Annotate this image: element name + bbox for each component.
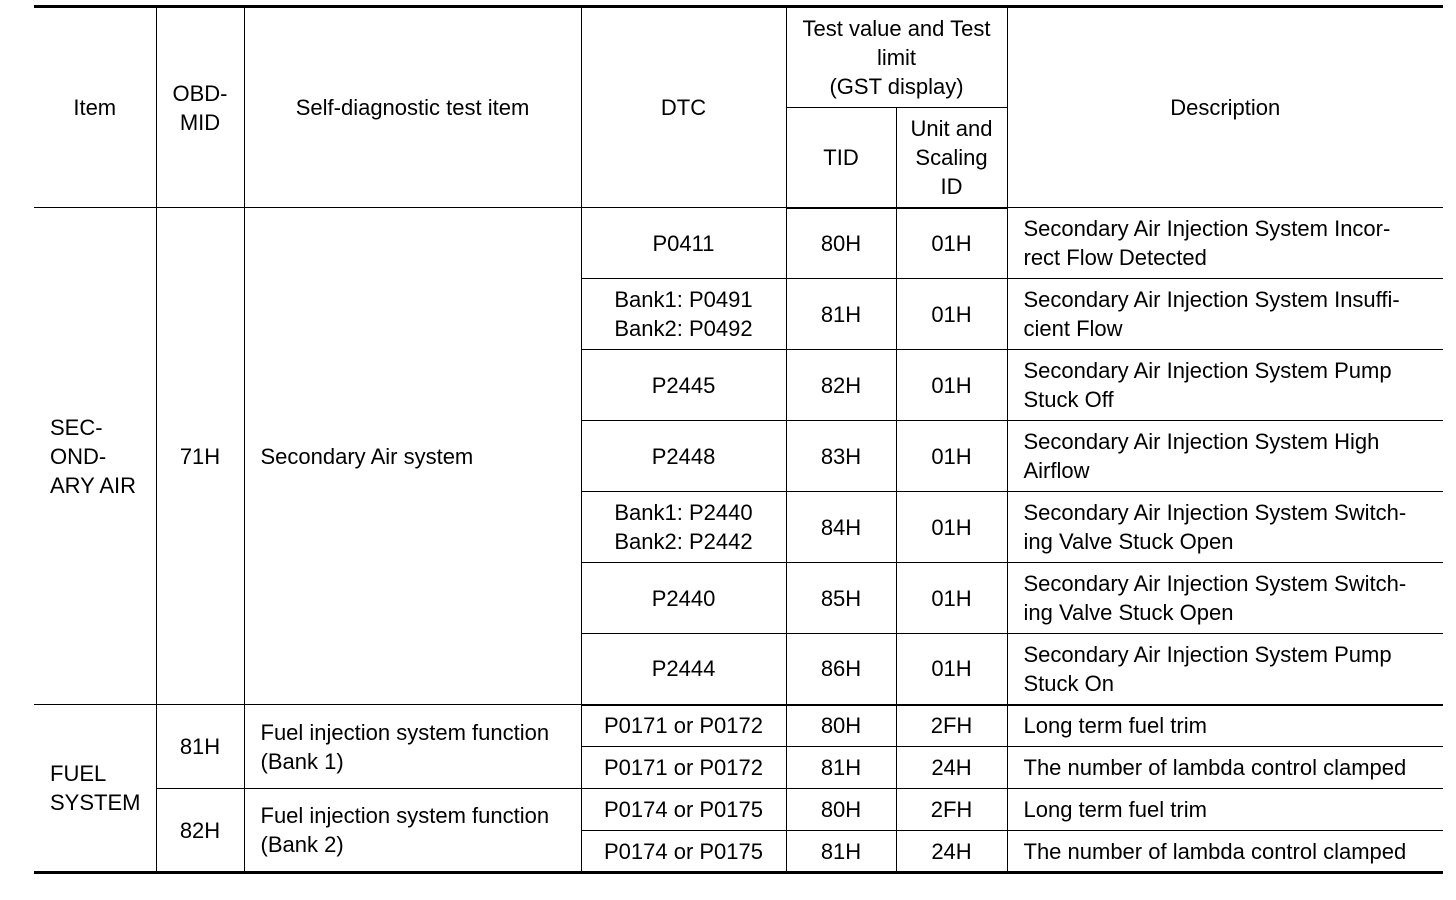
description-cell: Long term fuel trim xyxy=(1007,705,1443,747)
description-cell: The number of lambda control clamped xyxy=(1007,831,1443,873)
header-test-value: Test value and Test limit (GST display) xyxy=(786,7,1007,108)
dtc-cell: P0411 xyxy=(581,208,786,279)
dtc-cell: Bank1: P2440 Bank2: P2442 xyxy=(581,492,786,563)
tid-cell: 84H xyxy=(786,492,896,563)
unit-cell: 2FH xyxy=(896,705,1007,747)
obd-mid-table xyxy=(34,5,1443,874)
unit-cell: 24H xyxy=(896,831,1007,873)
table-row xyxy=(34,789,1443,831)
tid-cell: 81H xyxy=(786,831,896,873)
table-row xyxy=(34,208,1443,279)
header-item: Item xyxy=(34,7,156,208)
obd-mid-cell: 82H xyxy=(156,789,244,873)
dtc-cell: P2444 xyxy=(581,634,786,705)
tid-cell: 80H xyxy=(786,705,896,747)
tid-cell: 85H xyxy=(786,563,896,634)
header-obd-mid: OBD- MID xyxy=(156,7,244,208)
description-cell: The number of lambda control clamped xyxy=(1007,747,1443,789)
dtc-cell: Bank1: P0491 Bank2: P0492 xyxy=(581,279,786,350)
description-cell: Secondary Air Injection System Insuffi- cient Flow xyxy=(1007,279,1443,350)
unit-cell: 01H xyxy=(896,421,1007,492)
dtc-cell: P2440 xyxy=(581,563,786,634)
description-cell: Secondary Air Injection System Pump Stuck Off xyxy=(1007,350,1443,421)
tid-cell: 83H xyxy=(786,421,896,492)
unit-cell: 01H xyxy=(896,492,1007,563)
dtc-cell: P2448 xyxy=(581,421,786,492)
description-cell: Secondary Air Injection System Switch- ing Valve Stuck Open xyxy=(1007,492,1443,563)
header-unit-scaling-id: Unit and Scaling ID xyxy=(896,108,1007,208)
dtc-cell: P0174 or P0175 xyxy=(581,831,786,873)
obd-mid-cell: 71H xyxy=(156,208,244,705)
unit-cell: 01H xyxy=(896,208,1007,279)
tid-cell: 81H xyxy=(786,747,896,789)
item-fuel-system: FUEL SYSTEM xyxy=(34,705,156,873)
unit-cell: 01H xyxy=(896,279,1007,350)
description-cell: Secondary Air Injection System Switch- ing Valve Stuck Open xyxy=(1007,563,1443,634)
unit-cell: 01H xyxy=(896,563,1007,634)
header-test-item: Self-diagnostic test item xyxy=(244,7,581,208)
unit-cell: 01H xyxy=(896,350,1007,421)
test-item-cell: Fuel injection system function (Bank 2) xyxy=(244,789,581,873)
header-tid: TID xyxy=(786,108,896,208)
dtc-cell: P0174 or P0175 xyxy=(581,789,786,831)
header-row-1 xyxy=(34,7,1443,108)
unit-cell: 24H xyxy=(896,747,1007,789)
test-item-cell: Fuel injection system function (Bank 1) xyxy=(244,705,581,789)
unit-cell: 2FH xyxy=(896,789,1007,831)
tid-cell: 82H xyxy=(786,350,896,421)
header-dtc: DTC xyxy=(581,7,786,208)
test-item-cell: Secondary Air system xyxy=(244,208,581,705)
tid-cell: 81H xyxy=(786,279,896,350)
header-description: Description xyxy=(1007,7,1443,208)
item-secondary-air: SEC- OND- ARY AIR xyxy=(34,208,156,705)
unit-cell: 01H xyxy=(896,634,1007,705)
tid-cell: 80H xyxy=(786,789,896,831)
table-row xyxy=(34,705,1443,747)
description-cell: Secondary Air Injection System High Airflow xyxy=(1007,421,1443,492)
tid-cell: 80H xyxy=(786,208,896,279)
description-cell: Secondary Air Injection System Pump Stuck On xyxy=(1007,634,1443,705)
dtc-cell: P0171 or P0172 xyxy=(581,747,786,789)
description-cell: Long term fuel trim xyxy=(1007,789,1443,831)
tid-cell: 86H xyxy=(786,634,896,705)
dtc-cell: P2445 xyxy=(581,350,786,421)
obd-mid-cell: 81H xyxy=(156,705,244,789)
dtc-cell: P0171 or P0172 xyxy=(581,705,786,747)
description-cell: Secondary Air Injection System Incor- rect Flow Detected xyxy=(1007,208,1443,279)
